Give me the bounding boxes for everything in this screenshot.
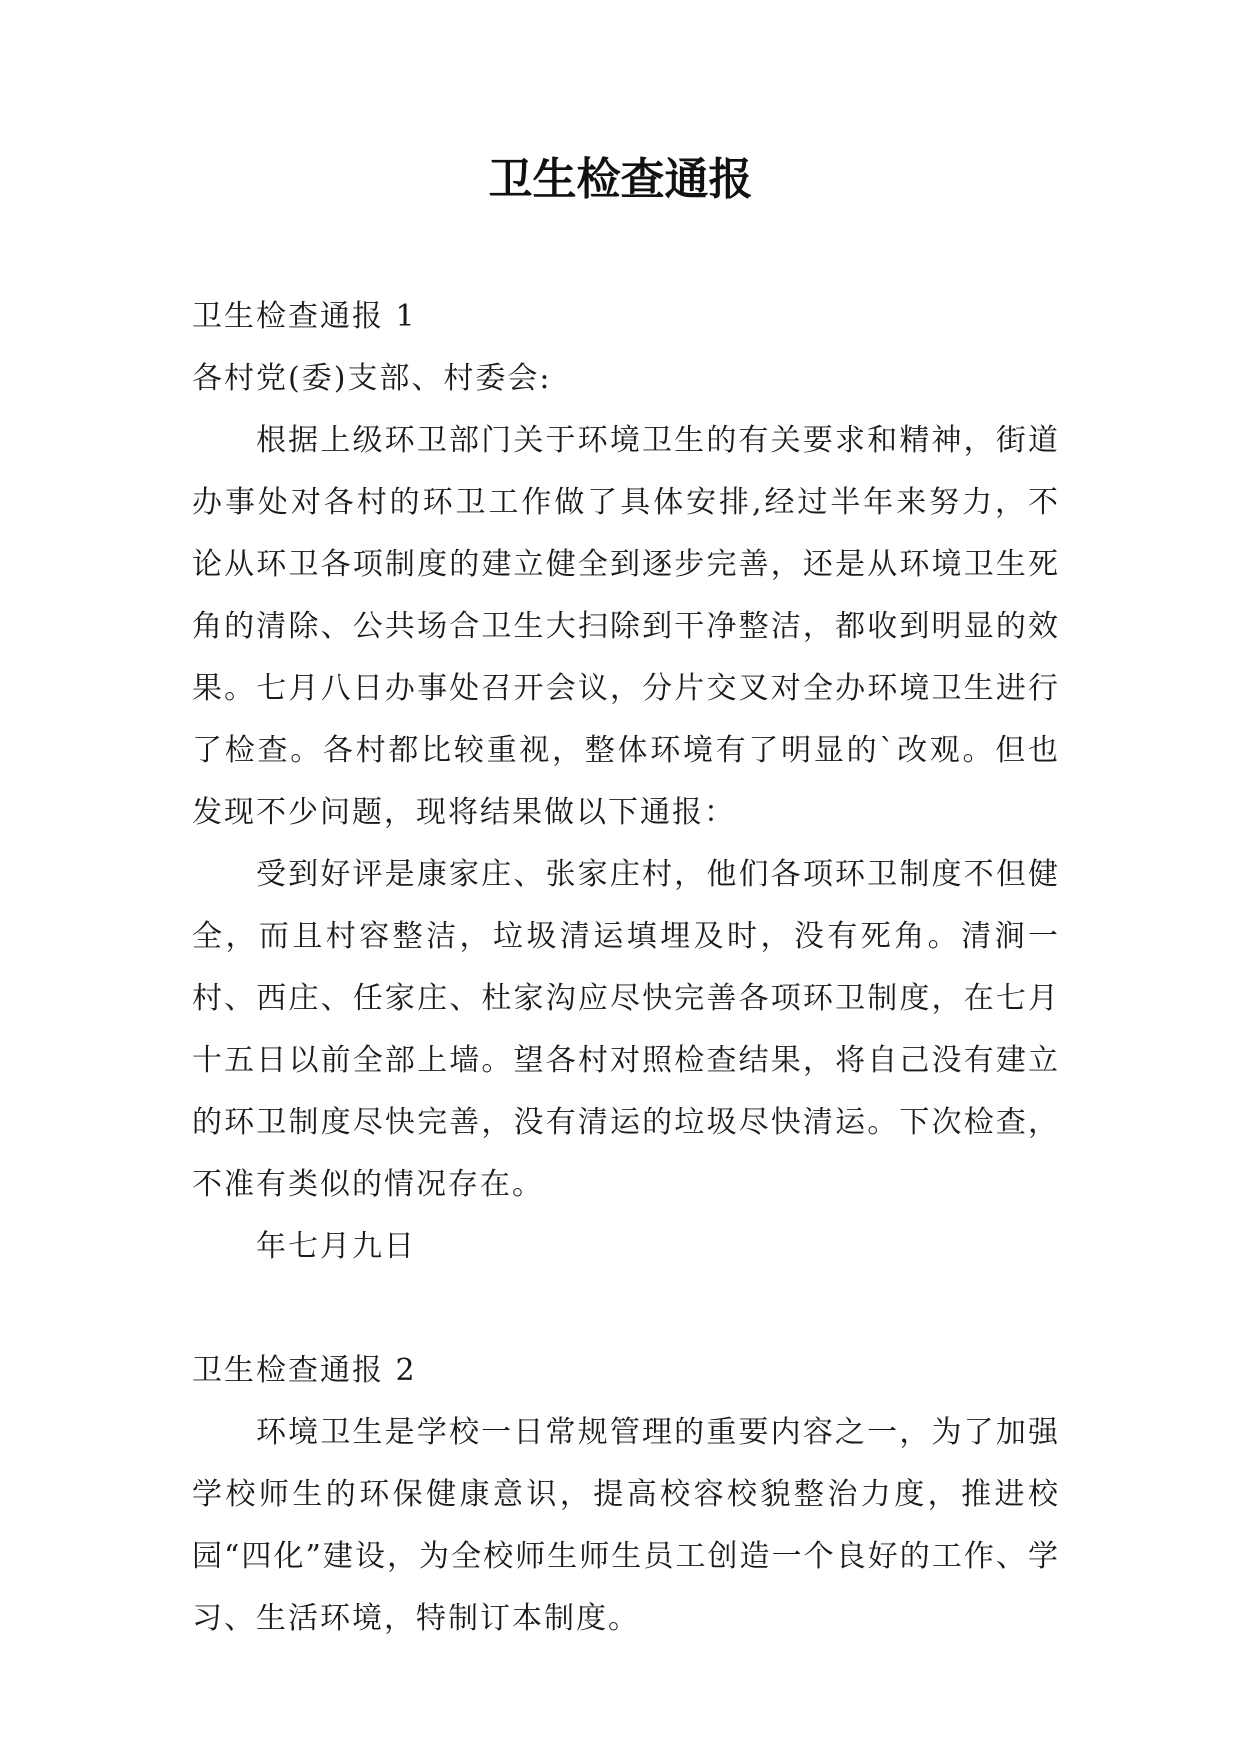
- section-1-paragraph: 受到好评是康家庄、张家庄村，他们各项环卫制度不但健全，而且村容整洁，垃圾清运填埋及时，没有死角。清涧一村、西庄、任家庄、杜家沟应尽快完善各项环卫制度，在七月十五日以前全部上墙。望各村对照检查结果，将自己没有建立的环卫制度尽快完善，没有清运的垃圾尽快清运。下次检查，不准有类似的情况存在。: [192, 857, 1060, 1202]
- salutation: 各村党(委)支部、村委会:: [192, 361, 552, 396]
- section-2-heading: 卫生检查通报 2: [192, 1353, 417, 1388]
- section-spacer: [192, 1278, 1060, 1340]
- section-1-heading: 卫生检查通报 1: [192, 299, 417, 334]
- section-1-paragraph: 根据上级环卫部门关于环境卫生的有关要求和精神，街道办事处对各村的环卫工作做了具体安排,经过半年来努力，不论从环卫各项制度的建立健全到逐步完善，还是从环境卫生死角的清除、公共场合卫生大扫除到干净整洁，都收到明显的效果。七月八日办事处召开会议，分片交叉对全办环境卫生进行了检查。各村都比较重视，整体环境有了明显的`改观。但也发现不少问题，现将结果做以下通报：: [192, 423, 1060, 830]
- section-1-date: 年七月九日: [256, 1229, 416, 1264]
- document-title: 卫生检查通报: [488, 154, 753, 205]
- document-body: [192, 286, 1060, 1650]
- section-2-paragraph: 环境卫生是学校一日常规管理的重要内容之一，为了加强学校师生的环保健康意识，提高校容校貌整治力度，推进校园“四化”建设，为全校师生师生员工创造一个良好的工作、学习、生活环境，特制订本制度。: [192, 1415, 1060, 1636]
